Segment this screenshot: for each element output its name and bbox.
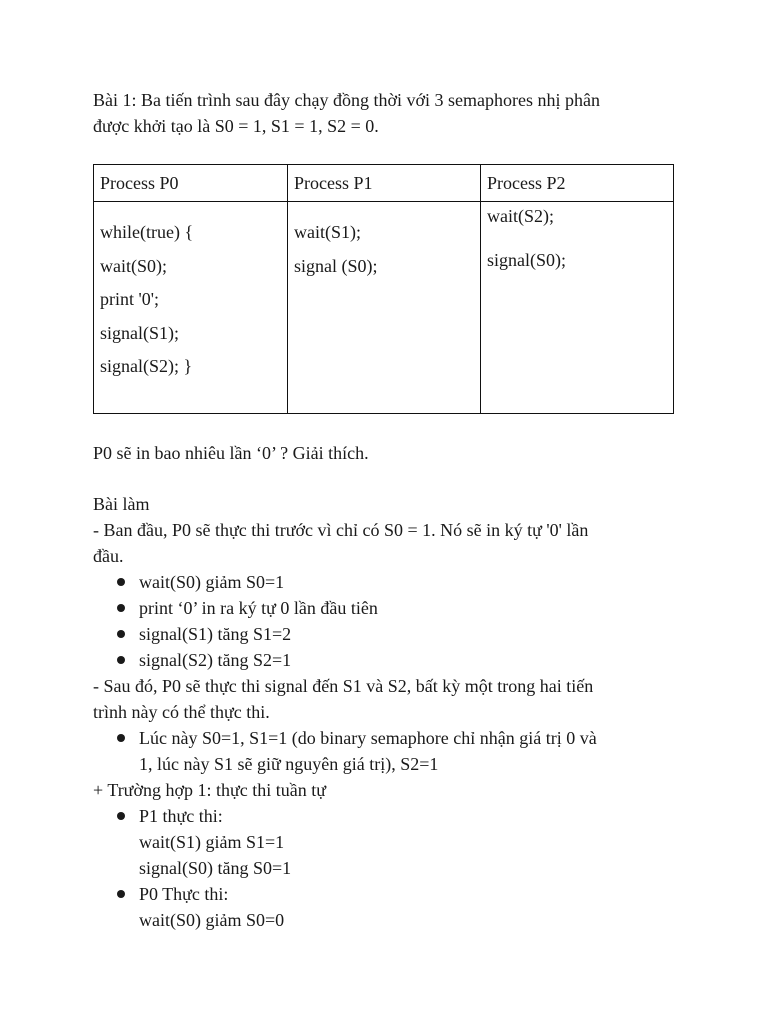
p0-line: while(true) { [100,222,194,242]
para2-line-2: trình này có thể thực thi. [93,702,270,722]
p0-exec-title: P0 Thực thi: [139,884,229,904]
bullet-list-1 [93,569,683,673]
para1-line-2: đầu. [93,546,124,566]
cell-p0 [94,202,288,414]
p0-exec-line: wait(S0) giảm S0=0 [139,910,285,930]
bullet2-line-1: Lúc này S0=1, S1=1 (do binary semaphore chỉ nhận giá trị 0 và [139,728,597,748]
p1-exec-line: signal(S0) tăng S0=1 [139,858,292,878]
table-header-row [94,165,674,202]
answer-para-2 [93,673,683,725]
case-1-heading: + Trường hợp 1: thực thi tuần tự [93,780,326,800]
list-item [93,803,683,881]
p0-line: print '0'; [100,289,159,309]
para1-line-1: - Ban đầu, P0 sẽ thực thi trước vì chỉ có S0 = 1. Nó sẽ in ký tự '0' lần [93,520,589,540]
p1-exec-title: P1 thực thi: [139,806,223,826]
p0-line: signal(S2); } [100,356,193,376]
cell-p2 [481,202,674,414]
bullet-list-2 [93,725,683,777]
header-p2: Process P2 [481,165,674,202]
p0-line: signal(S1); [100,322,179,343]
bullet2-line-2: 1, lúc này S1 sẽ giữ nguyên giá trị), S2=1 [139,754,439,774]
para2-line-1: - Sau đó, P0 sẽ thực thi signal đến S1 và S2, bất kỳ một trong hai tiến [93,676,594,696]
question-text: P0 sẽ in bao nhiêu lần ‘0’ ? Giải thích. [93,443,369,463]
intro-line-2: được khởi tạo là S0 = 1, S1 = 1, S2 = 0. [93,116,379,136]
p0-line: wait(S0); [100,255,167,276]
answer-para-1 [93,517,683,569]
list-item: print ‘0’ in ra ký tự 0 lần đầu tiên [93,595,683,621]
p2-line: wait(S2); [487,206,554,226]
exercise-intro [93,87,693,139]
p1-line: signal (S0); [294,255,378,276]
header-p0: Process P0 [94,165,288,202]
list-item: signal(S2) tăng S2=1 [93,647,683,673]
header-p1: Process P1 [288,165,481,202]
p1-exec-line: wait(S1) giảm S1=1 [139,832,285,852]
exercise-heading: Bài 1: [93,90,137,110]
answer-section [93,491,683,933]
list-item [93,881,683,933]
list-item: wait(S0) giảm S0=1 [93,569,683,595]
p2-line: signal(S0); [487,250,566,270]
p1-line: wait(S1); [294,222,361,242]
cell-p1 [288,202,481,414]
list-item [93,725,683,777]
intro-text-1: Ba tiến trình sau đây chạy đồng thời với 3 semaphores nhị phân [136,90,600,110]
process-table [93,164,674,414]
table-body-row [94,202,674,414]
bullet-list-3 [93,803,683,933]
answer-title: Bài làm [93,494,150,514]
list-item: signal(S1) tăng S1=2 [93,621,683,647]
intro-line-1 [93,87,693,113]
